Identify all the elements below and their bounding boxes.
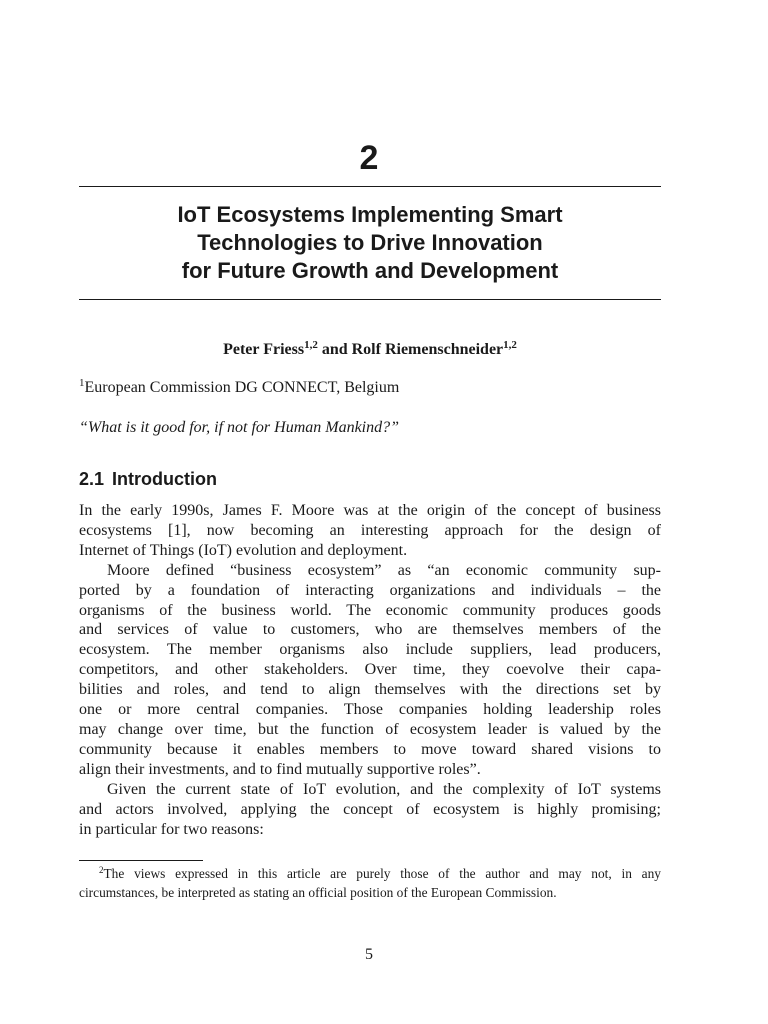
author-line [79, 339, 661, 361]
author-affiliation-mark: 1,2 [503, 339, 517, 351]
body-line: organisms of the business world. The economic community produces goods [79, 601, 661, 619]
body-line: may change over time, but the function of ecosystem leader is valued by the [79, 720, 661, 738]
body-line: and actors involved, applying the concept of ecosystem is highly promising; [79, 800, 661, 818]
page-number: 5 [365, 946, 373, 963]
footnote-line [79, 864, 661, 883]
body-line: competitors, and other stakeholders. Over time, they coevolve their capa- [79, 661, 661, 679]
body-line: and services of value to customers, who are themselves members of the [79, 621, 661, 639]
body-line: ported by a foundation of interacting organizations and individuals – the [79, 581, 661, 599]
body-line: In the early 1990s, James F. Moore was at the origin of the concept of business [79, 502, 661, 519]
author-name: Peter Friess [223, 341, 305, 358]
body-line: bilities and roles, and tend to align themselves with the directions set by [79, 681, 661, 699]
chapter-title-line: Technologies to Drive Innovation [197, 230, 543, 255]
chapter-number: 2 [359, 139, 379, 177]
title-bottom-rule [79, 299, 661, 300]
section-title: Introduction [112, 469, 218, 489]
title-top-rule [79, 186, 661, 187]
author-name: Rolf Riemenschneider [351, 341, 504, 358]
body-line: in particular for two reasons: [79, 820, 264, 838]
body-line: community because it enables members to move toward shared visions to [79, 740, 661, 758]
chapter-title-line: IoT Ecosystems Implementing Smart [177, 202, 563, 227]
body-line: Internet of Things (IoT) evolution and deployment. [79, 541, 408, 559]
footnote-line: circumstances, be interpreted as stating an official position of the European Commission. [79, 885, 557, 900]
epigraph-quote: “What is it good for, if not for Human Mankind?” [79, 419, 400, 436]
body-text [79, 501, 661, 839]
section-number: 2.1 [79, 469, 105, 489]
author-affiliation-mark: 1,2 [304, 339, 318, 351]
footnote-text: The views expressed in this article are purely those of the author and may not, in any [103, 866, 661, 881]
body-line: align their investments, and to find mutually supportive roles”. [79, 760, 481, 778]
affiliation [79, 377, 661, 399]
author-conjunction: and [317, 341, 352, 358]
footnote-rule [79, 860, 203, 861]
section-heading [79, 467, 661, 491]
body-line: Moore defined “business ecosystem” as “an economic community sup- [107, 561, 661, 579]
footnote-mark: 2 [99, 865, 104, 875]
affiliation-text: European Commission DG CONNECT, Belgium [84, 379, 400, 396]
affiliation-mark: 1 [79, 377, 85, 389]
body-line: one or more central companies. Those companies holding leadership roles [79, 701, 661, 719]
chapter-title [79, 201, 661, 285]
body-line: ecosystems [1], now becoming an interesting approach for the design of [79, 521, 661, 539]
body-line: ecosystem. The member organisms also include suppliers, lead producers, [79, 641, 661, 659]
footnote [79, 864, 661, 902]
chapter-title-line: for Future Growth and Development [181, 258, 559, 283]
body-line: Given the current state of IoT evolution, and the complexity of IoT systems [107, 780, 661, 798]
